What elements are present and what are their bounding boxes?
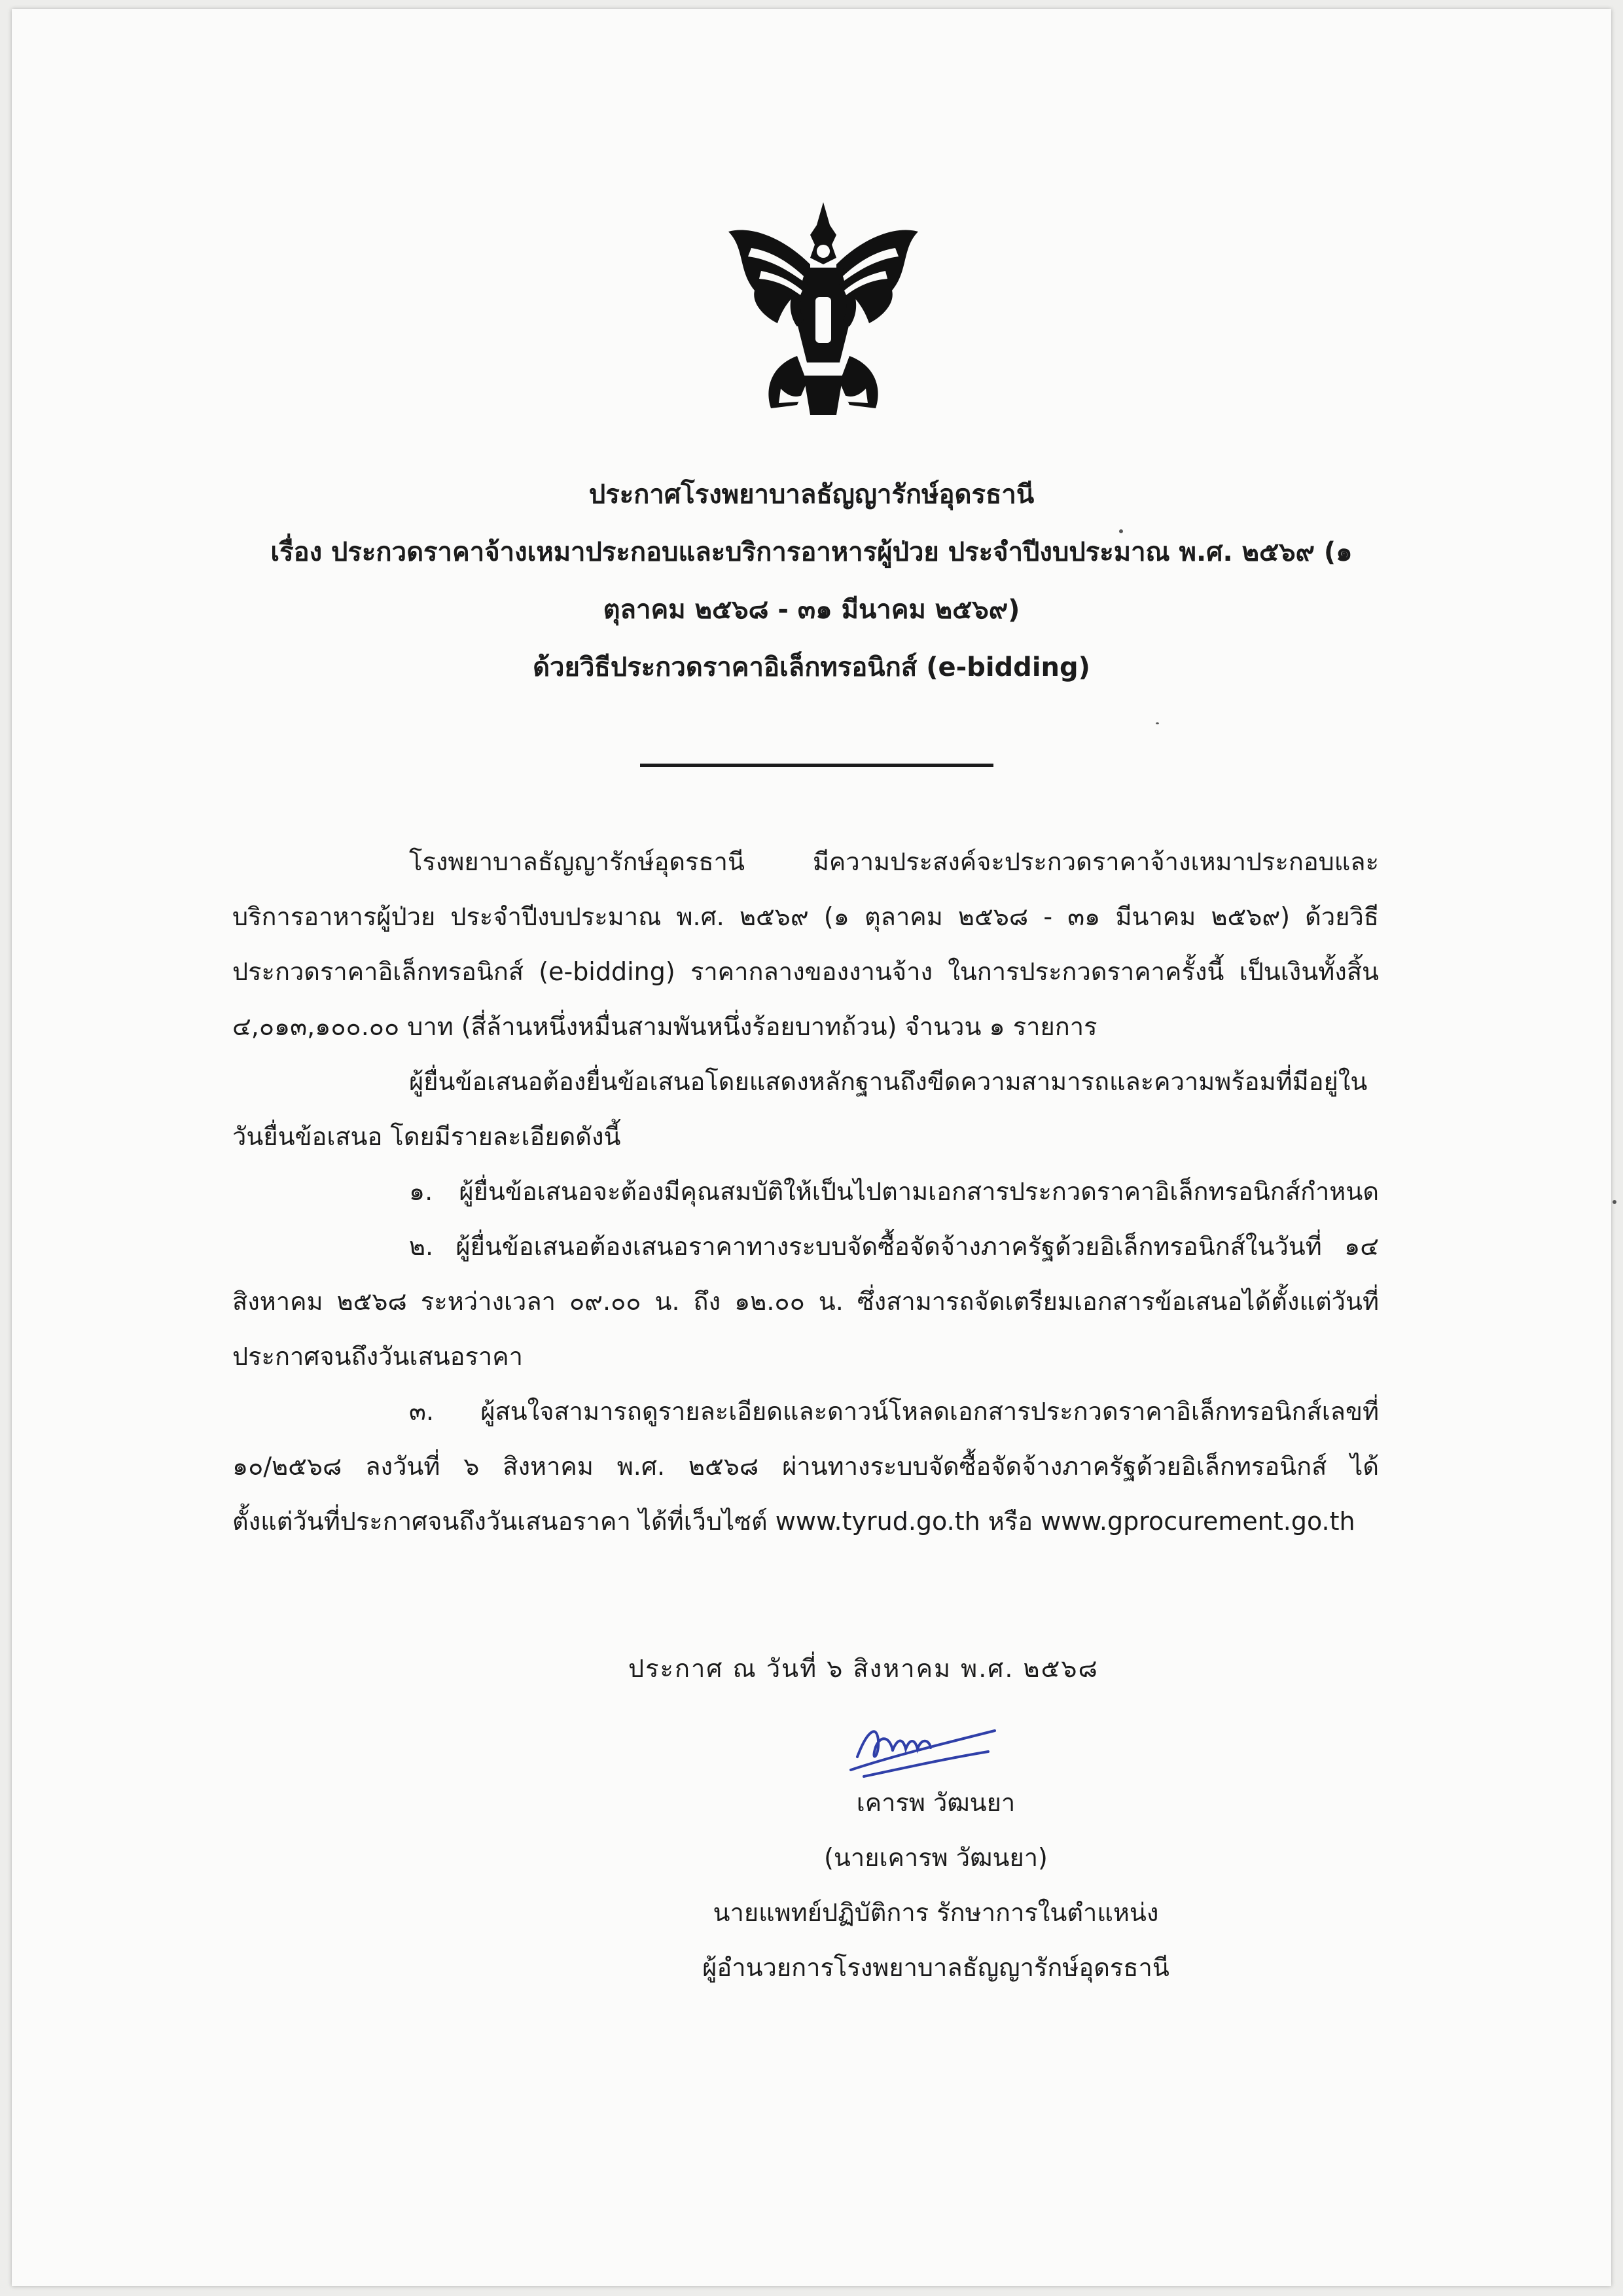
title-line: เรื่อง ประกวดราคาจ้างเหมาประกอบและบริการอาหารผู้ป่วย ประจำปีงบประมาณ พ.ศ. ๒๕๖๙ (๑	[270, 537, 1353, 567]
title-line: ตุลาคม ๒๕๖๘ - ๓๑ มีนาคม ๒๕๖๙)	[603, 595, 1020, 625]
body-line: ๓. ผู้สนใจสามารถดูรายละเอียดและดาวน์โหลดเอกสารประกวดราคาอิเล็กทรอนิกส์เลขที่	[409, 1397, 1379, 1426]
body-line: ๑. ผู้ยื่นข้อเสนอจะต้องมีคุณสมบัติให้เป็นไปตามเอกสารประกวดราคาอิเล็กทรอนิกส์กำหนด	[409, 1177, 1379, 1206]
signer-signature-name: เคารพ วัฒนยา	[856, 1788, 1016, 1817]
body-line: โรงพยาบาลธัญญารักษ์อุดรธานี มีความประสงค์จะประกวดราคาจ้างเหมาประกอบและ	[409, 847, 1379, 876]
signer-position: ผู้อำนวยการโรงพยาบาลธัญญารักษ์อุดรธานี	[702, 1953, 1169, 1982]
signer-full-name: (นายเคารพ วัฒนยา)	[824, 1843, 1048, 1872]
body-line: ๑๐/๒๕๖๘ ลงวันที่ ๖ สิงหาคม พ.ศ. ๒๕๖๘ ผ่านทางระบบจัดซื้อจัดจ้างภาครัฐด้วยอิเล็กทรอนิกส์ ได้	[232, 1452, 1379, 1481]
body-line: ผู้ยื่นข้อเสนอต้องยื่นข้อเสนอโดยแสดงหลักฐานถึงขีดความสามารถและความพร้อมที่มีอยู่ใน	[409, 1067, 1368, 1096]
title-line: ประกาศโรงพยาบาลธัญญารักษ์อุดรธานี	[588, 480, 1035, 510]
body-line: ๔,๐๑๓,๑๐๐.๐๐ บาท (สี่ล้านหนึ่งหมื่นสามพันหนึ่งร้อยบาทถ้วน) จำนวน ๑ รายการ	[232, 1012, 1097, 1041]
signer-position: นายแพทย์ปฏิบัติการ รักษาการในตำแหน่ง	[713, 1898, 1159, 1927]
body-line: ๒. ผู้ยื่นข้อเสนอต้องเสนอราคาทางระบบจัดซื้อจัดจ้างภาครัฐด้วยอิเล็กทรอนิกส์ในวันที่ ๑๔	[409, 1232, 1379, 1261]
announcement-title	[0, 466, 1623, 696]
handwritten-signature-icon	[838, 1711, 1001, 1783]
body-line: วันยื่นข้อเสนอ โดยมีรายละเอียดดังนี้	[232, 1122, 621, 1151]
scan-speck	[1156, 722, 1159, 724]
title-divider	[640, 764, 993, 767]
announcement-body	[232, 834, 1379, 1549]
announce-date: ประกาศ ณ วันที่ ๖ สิงหาคม พ.ศ. ๒๕๖๘	[628, 1654, 1099, 1683]
signer-block	[609, 1775, 1263, 1995]
body-line: ตั้งแต่วันที่ประกาศจนถึงวันเสนอราคา ได้ที่เว็บไซต์ www.tyrud.go.th หรือ www.gprocurement.go.th	[232, 1507, 1355, 1536]
body-line: บริการอาหารผู้ป่วย ประจำปีงบประมาณ พ.ศ. ๒๕๖๙ (๑ ตุลาคม ๒๕๖๘ - ๓๑ มีนาคม ๒๕๖๙) ด้วยวิธี	[232, 902, 1379, 931]
title-line: ด้วยวิธีประกวดราคาอิเล็กทรอนิกส์ (e-bidding)	[533, 652, 1090, 682]
body-line: ประกวดราคาอิเล็กทรอนิกส์ (e-bidding) ราคากลางของงานจ้าง ในการประกวดราคาครั้งนี้ เป็นเงินทั้งสิ้น	[232, 957, 1379, 986]
garuda-emblem-icon	[725, 199, 921, 418]
body-line: ประกาศจนถึงวันเสนอราคา	[232, 1342, 524, 1371]
scan-speck	[1613, 1200, 1616, 1204]
body-line: สิงหาคม ๒๕๖๘ ระหว่างเวลา ๐๙.๐๐ น. ถึง ๑๒.๐๐ น. ซึ่งสามารถจัดเตรียมเอกสารข้อเสนอได้ตั้งแต่วันที่	[232, 1287, 1379, 1316]
